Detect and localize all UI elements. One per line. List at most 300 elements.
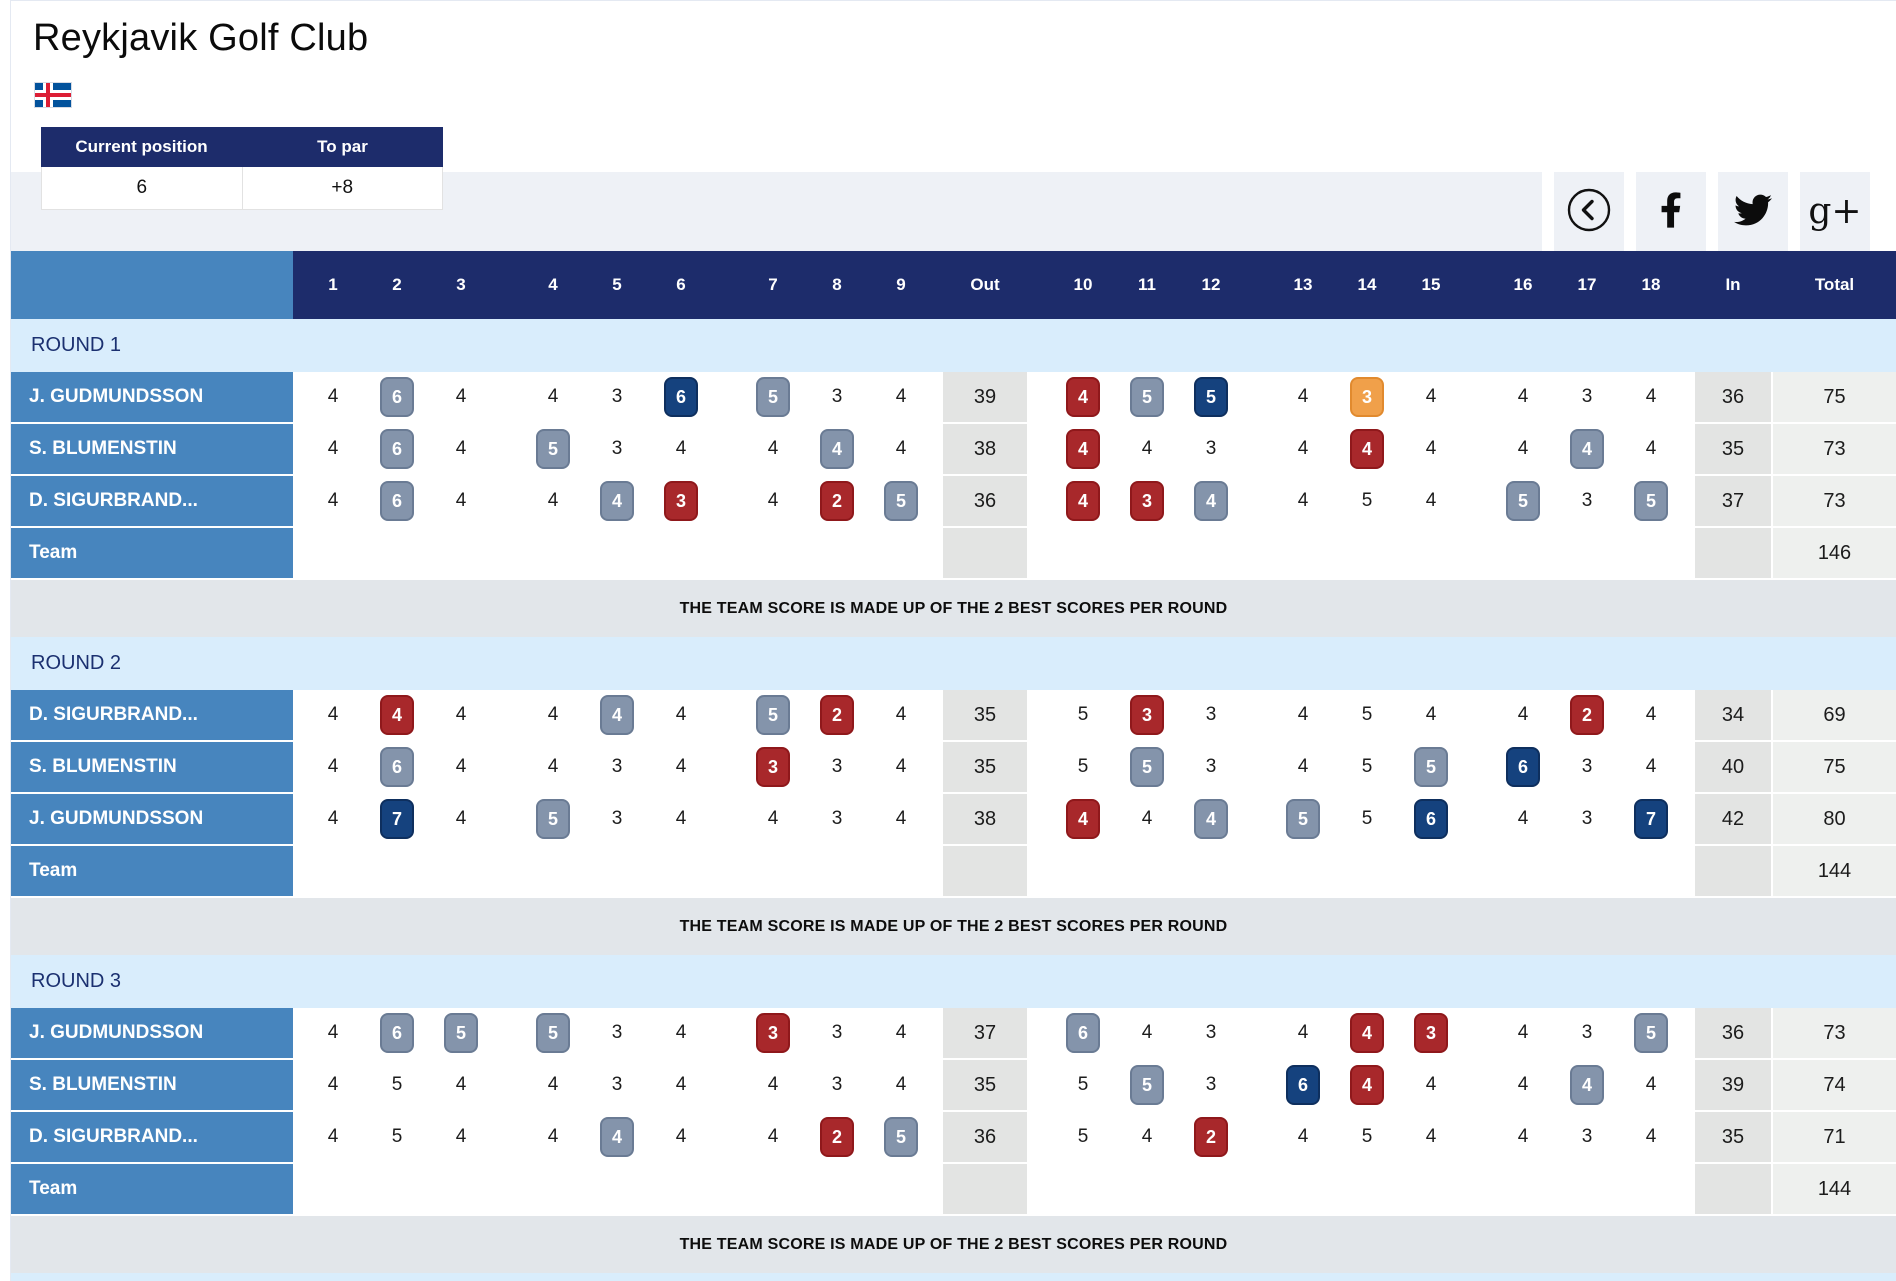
hole-score-cell	[805, 690, 869, 740]
score-value: 4	[1517, 386, 1529, 407]
empty-hole-cell	[1555, 1164, 1619, 1214]
hole-score-cell	[429, 690, 493, 740]
hole-score-cell	[585, 742, 649, 792]
team-note-row	[11, 898, 1896, 955]
hole-col-header: 7	[768, 275, 778, 294]
hole-score-cell	[1491, 424, 1555, 474]
score-value: 4	[895, 808, 907, 829]
hole-score-cell	[1179, 424, 1243, 474]
hole-score-cell	[301, 690, 365, 740]
to-par-value: +8	[242, 167, 443, 209]
spacer	[1463, 528, 1491, 578]
score-badge-birdie: 3	[664, 481, 698, 521]
score-badge-double: 7	[380, 799, 414, 839]
total-score-cell: 73	[1773, 476, 1896, 526]
hole-score-cell	[521, 424, 585, 474]
hole-score-cell	[585, 690, 649, 740]
score-badge-birdie: 4	[1066, 799, 1100, 839]
score-badge-bogey: 5	[1414, 747, 1448, 787]
score-badge-double: 6	[1286, 1065, 1320, 1105]
score-value: 4	[1645, 1126, 1657, 1147]
score-value: 3	[831, 386, 843, 407]
in-score-cell: 37	[1695, 476, 1771, 526]
score-badge-bogey: 6	[380, 377, 414, 417]
score-value: 4	[327, 704, 339, 725]
hole-score-cell	[649, 690, 713, 740]
spacer	[1243, 1164, 1271, 1214]
out-score-cell: 35	[943, 742, 1027, 792]
score-value: 4	[1297, 1126, 1309, 1147]
hole-score-cell	[585, 1060, 649, 1110]
team-in-cell	[1695, 528, 1771, 578]
spacer	[1463, 1112, 1491, 1162]
hole-score-cell	[1399, 372, 1463, 422]
hole-score-cell	[585, 372, 649, 422]
hole-score-cell	[805, 1060, 869, 1110]
empty-hole-cell	[741, 846, 805, 896]
score-value: 3	[1205, 756, 1217, 777]
hole-score-cell	[1491, 1112, 1555, 1162]
score-value: 4	[547, 1074, 559, 1095]
hole-score-cell	[1115, 372, 1179, 422]
empty-hole-cell	[805, 846, 869, 896]
empty-hole-cell	[1051, 528, 1115, 578]
hole-score-cell	[1335, 1112, 1399, 1162]
team-label-cell: Team	[11, 528, 293, 578]
empty-hole-cell	[521, 846, 585, 896]
score-badge-bogey: 5	[536, 1013, 570, 1053]
spacer	[1027, 1060, 1051, 1110]
spacer	[933, 372, 943, 422]
empty-hole-cell	[1179, 528, 1243, 578]
player-name-cell: J. GUDMUNDSSON	[11, 1008, 293, 1058]
score-value: 4	[327, 1022, 339, 1043]
score-value: 4	[1645, 438, 1657, 459]
score-value: 4	[455, 808, 467, 829]
score-value: 4	[455, 1074, 467, 1095]
score-value: 4	[1645, 386, 1657, 407]
score-value: 5	[1361, 756, 1373, 777]
score-badge-bogey: 5	[1130, 377, 1164, 417]
hole-score-cell	[1491, 742, 1555, 792]
spacer	[1463, 251, 1491, 319]
score-value: 4	[895, 1022, 907, 1043]
score-value: 4	[1297, 490, 1309, 511]
scorecard-header-row	[11, 251, 1896, 319]
score-value: 3	[611, 1074, 623, 1095]
score-badge-double: 6	[1506, 747, 1540, 787]
hole-col-header: 18	[1641, 275, 1661, 294]
hole-score-cell	[1399, 476, 1463, 526]
score-badge-birdie: 4	[380, 695, 414, 735]
score-value: 4	[1141, 1022, 1153, 1043]
empty-hole-cell	[1271, 528, 1335, 578]
spacer	[1243, 794, 1271, 844]
score-badge-birdie: 2	[1194, 1117, 1228, 1157]
score-value: 5	[1361, 490, 1373, 511]
total-score-cell: 74	[1773, 1060, 1896, 1110]
score-badge-birdie: 4	[1350, 429, 1384, 469]
spacer	[1243, 1008, 1271, 1058]
hole-score-cell	[1271, 372, 1335, 422]
score-badge-bogey: 5	[1130, 747, 1164, 787]
hole-score-cell	[1555, 476, 1619, 526]
score-badge-bogey: 5	[444, 1013, 478, 1053]
spacer	[293, 476, 301, 526]
score-value: 4	[1297, 438, 1309, 459]
hole-score-cell	[869, 424, 933, 474]
score-value: 4	[1141, 438, 1153, 459]
score-value: 3	[611, 1022, 623, 1043]
score-value: 4	[327, 756, 339, 777]
hole-score-cell	[741, 424, 805, 474]
hole-score-cell	[1399, 1060, 1463, 1110]
iceland-flag-icon	[35, 83, 71, 107]
hole-score-cell	[741, 690, 805, 740]
player-row	[11, 1112, 1896, 1164]
spacer	[933, 846, 943, 896]
spacer	[1027, 690, 1051, 740]
score-value: 3	[1205, 438, 1217, 459]
hole-score-cell	[1051, 1060, 1115, 1110]
spacer	[1463, 794, 1491, 844]
score-value: 4	[1645, 704, 1657, 725]
empty-hole-cell	[869, 528, 933, 578]
team-in-cell	[1695, 846, 1771, 896]
hole-score-cell	[365, 1008, 429, 1058]
score-badge-bogey: 5	[884, 1117, 918, 1157]
hole-score-cell	[1619, 1112, 1683, 1162]
empty-hole-cell	[1491, 528, 1555, 578]
score-value: 4	[1517, 1126, 1529, 1147]
team-label-cell: Team	[11, 1164, 293, 1214]
round-label: ROUND 2	[31, 652, 122, 674]
score-badge-bogey: 5	[536, 429, 570, 469]
hole-score-cell	[585, 1008, 649, 1058]
hole-score-cell	[1399, 1008, 1463, 1058]
score-value: 3	[1581, 1022, 1593, 1043]
out-score-cell: 35	[943, 1060, 1027, 1110]
empty-hole-cell	[429, 528, 493, 578]
hole-score-cell	[1335, 372, 1399, 422]
score-value: 4	[767, 1074, 779, 1095]
spacer	[1243, 476, 1271, 526]
spacer	[713, 1008, 741, 1058]
google-plus-share-button[interactable]	[1800, 172, 1870, 251]
player-row	[11, 1060, 1896, 1112]
hole-score-cell	[741, 476, 805, 526]
hole-score-cell	[365, 690, 429, 740]
hole-score-cell	[649, 1112, 713, 1162]
empty-hole-cell	[521, 528, 585, 578]
spacer	[713, 1164, 741, 1214]
hole-col-header: 4	[548, 275, 558, 294]
total-score-cell: 75	[1773, 742, 1896, 792]
score-value: 3	[831, 1074, 843, 1095]
spacer	[493, 1164, 521, 1214]
score-badge-bogey: 4	[1570, 429, 1604, 469]
spacer	[493, 690, 521, 740]
in-score-cell: 36	[1695, 372, 1771, 422]
hole-score-cell	[1271, 1060, 1335, 1110]
empty-hole-cell	[869, 846, 933, 896]
empty-hole-cell	[1271, 846, 1335, 896]
score-badge-birdie: 3	[1130, 695, 1164, 735]
hole-score-cell	[1619, 476, 1683, 526]
hole-score-cell	[1335, 1060, 1399, 1110]
spacer	[1683, 742, 1695, 792]
score-value: 4	[1517, 1022, 1529, 1043]
hole-score-cell	[365, 742, 429, 792]
hole-score-cell	[1335, 690, 1399, 740]
hole-col-header: 9	[896, 275, 906, 294]
empty-hole-cell	[1555, 846, 1619, 896]
score-badge-bogey: 5	[756, 377, 790, 417]
hole-score-cell	[805, 372, 869, 422]
score-badge-bogey: 4	[600, 695, 634, 735]
spacer	[1243, 690, 1271, 740]
spacer	[1243, 372, 1271, 422]
score-value: 4	[767, 1126, 779, 1147]
in-score-cell: 35	[1695, 424, 1771, 474]
hole-score-cell	[1179, 1112, 1243, 1162]
hole-score-cell	[1051, 424, 1115, 474]
round-label: ROUND 1	[31, 334, 122, 356]
score-value: 4	[327, 808, 339, 829]
spacer	[493, 794, 521, 844]
hole-score-cell	[1555, 690, 1619, 740]
hole-score-cell	[741, 742, 805, 792]
spacer	[293, 1112, 301, 1162]
spacer	[293, 1164, 301, 1214]
hole-score-cell	[1051, 372, 1115, 422]
spacer	[293, 1060, 301, 1110]
score-badge-birdie: 4	[1066, 429, 1100, 469]
spacer	[1243, 846, 1271, 896]
score-badge-birdie: 2	[820, 481, 854, 521]
back-button[interactable]	[1554, 172, 1624, 251]
corner-cell	[11, 251, 293, 319]
empty-hole-cell	[365, 1164, 429, 1214]
score-value: 4	[1517, 808, 1529, 829]
hole-col-header: 15	[1421, 275, 1441, 294]
hole-score-cell	[1555, 1112, 1619, 1162]
score-badge-double: 6	[664, 377, 698, 417]
out-score-cell: 35	[943, 690, 1027, 740]
score-value: 5	[1077, 1074, 1089, 1095]
spacer	[1683, 1164, 1695, 1214]
hole-score-cell	[1555, 742, 1619, 792]
empty-hole-cell	[1051, 1164, 1115, 1214]
out-score-cell: 37	[943, 1008, 1027, 1058]
score-badge-bogey: 4	[820, 429, 854, 469]
hole-score-cell	[301, 476, 365, 526]
spacer	[1683, 476, 1695, 526]
in-score-cell: 35	[1695, 1112, 1771, 1162]
twitter-share-button[interactable]	[1718, 172, 1788, 251]
empty-hole-cell	[365, 846, 429, 896]
spacer	[1027, 1164, 1051, 1214]
score-value: 5	[1361, 704, 1373, 725]
score-value: 4	[895, 438, 907, 459]
hole-score-cell	[1115, 1112, 1179, 1162]
spacer	[293, 251, 301, 319]
score-value: 4	[675, 704, 687, 725]
score-badge-birdie: 4	[1066, 377, 1100, 417]
team-note-row	[11, 580, 1896, 637]
spacer	[1027, 1112, 1051, 1162]
in-score-cell: 34	[1695, 690, 1771, 740]
hole-score-cell	[1335, 742, 1399, 792]
hole-score-cell	[1271, 1008, 1335, 1058]
spacer	[293, 1008, 301, 1058]
hole-col-header: 13	[1293, 275, 1313, 294]
in-col-header: In	[1725, 275, 1741, 294]
score-badge-bogey: 4	[1194, 799, 1228, 839]
score-value: 3	[1581, 386, 1593, 407]
google-plus-icon: g+	[1808, 190, 1862, 232]
score-badge-birdie: 3	[1130, 481, 1164, 521]
facebook-share-button[interactable]	[1636, 172, 1706, 251]
hole-score-cell	[365, 424, 429, 474]
summary-header-current-position: Current position	[75, 137, 208, 156]
hole-score-cell	[805, 1008, 869, 1058]
hole-score-cell	[1335, 794, 1399, 844]
score-value: 4	[1517, 704, 1529, 725]
hole-score-cell	[521, 794, 585, 844]
score-badge-birdie: 2	[820, 1117, 854, 1157]
team-note: THE TEAM SCORE IS MADE UP OF THE 2 BEST SCORES PER ROUND	[679, 599, 1228, 617]
score-value: 4	[675, 756, 687, 777]
spacer	[1243, 1112, 1271, 1162]
team-row	[11, 528, 1896, 580]
hole-score-cell	[301, 794, 365, 844]
hole-score-cell	[869, 476, 933, 526]
score-value: 4	[327, 438, 339, 459]
hole-score-cell	[429, 742, 493, 792]
spacer	[493, 528, 521, 578]
score-value: 4	[1141, 1126, 1153, 1147]
hole-score-cell	[1619, 794, 1683, 844]
hole-score-cell	[1399, 424, 1463, 474]
round-label: ROUND 3	[31, 970, 122, 992]
score-value: 4	[895, 386, 907, 407]
hole-score-cell	[365, 372, 429, 422]
out-score-cell: 36	[943, 476, 1027, 526]
hole-col-header: 12	[1201, 275, 1221, 294]
hole-score-cell	[1051, 476, 1115, 526]
score-value: 3	[1581, 1126, 1593, 1147]
hole-score-cell	[1051, 742, 1115, 792]
score-badge-bogey: 5	[1634, 1013, 1668, 1053]
hole-score-cell	[1115, 424, 1179, 474]
empty-hole-cell	[301, 846, 365, 896]
player-row	[11, 1008, 1896, 1060]
out-score-cell: 36	[943, 1112, 1027, 1162]
hole-score-cell	[585, 1112, 649, 1162]
hole-score-cell	[429, 1112, 493, 1162]
spacer	[933, 1164, 943, 1214]
empty-hole-cell	[1271, 1164, 1335, 1214]
empty-hole-cell	[1491, 846, 1555, 896]
score-value: 3	[1205, 704, 1217, 725]
spacer	[493, 742, 521, 792]
hole-score-cell	[805, 1112, 869, 1162]
hole-score-cell	[1271, 1112, 1335, 1162]
hole-score-cell	[1179, 690, 1243, 740]
hole-score-cell	[1619, 690, 1683, 740]
spacer	[713, 528, 741, 578]
hole-score-cell	[1491, 690, 1555, 740]
score-value: 5	[391, 1126, 403, 1147]
empty-hole-cell	[301, 528, 365, 578]
team-out-cell	[943, 528, 1027, 578]
empty-hole-cell	[1335, 1164, 1399, 1214]
empty-hole-cell	[1399, 528, 1463, 578]
hole-score-cell	[1491, 1008, 1555, 1058]
hole-col-header: 3	[456, 275, 466, 294]
score-value: 3	[611, 808, 623, 829]
hole-score-cell	[805, 742, 869, 792]
score-badge-birdie: 4	[1350, 1013, 1384, 1053]
empty-hole-cell	[1115, 1164, 1179, 1214]
hole-score-cell	[869, 742, 933, 792]
hole-score-cell	[1179, 742, 1243, 792]
score-badge-birdie: 4	[1350, 1065, 1384, 1105]
score-badge-birdie: 2	[1570, 695, 1604, 735]
score-value: 4	[895, 756, 907, 777]
spacer	[493, 424, 521, 474]
spacer	[1683, 1112, 1695, 1162]
score-badge-bogey: 5	[1634, 481, 1668, 521]
score-value: 3	[1205, 1074, 1217, 1095]
player-row	[11, 476, 1896, 528]
spacer	[1683, 424, 1695, 474]
hole-score-cell	[649, 742, 713, 792]
spacer	[933, 528, 943, 578]
score-value: 4	[675, 1022, 687, 1043]
score-badge-bogey: 6	[380, 747, 414, 787]
hole-score-cell	[1399, 690, 1463, 740]
scorecard-table	[11, 251, 1896, 1273]
hole-score-cell	[365, 1060, 429, 1110]
empty-hole-cell	[1115, 528, 1179, 578]
score-value: 4	[767, 438, 779, 459]
score-value: 4	[767, 808, 779, 829]
hole-score-cell	[1555, 424, 1619, 474]
spacer	[1683, 1060, 1695, 1110]
hole-col-header: 17	[1577, 275, 1597, 294]
score-value: 4	[1425, 1074, 1437, 1095]
score-badge-bogey: 4	[1570, 1065, 1604, 1105]
hole-score-cell	[869, 1008, 933, 1058]
score-badge-eagle: 3	[1350, 377, 1384, 417]
score-badge-double: 7	[1634, 799, 1668, 839]
score-value: 3	[611, 386, 623, 407]
spacer	[293, 794, 301, 844]
summary-header-row	[41, 127, 443, 167]
hole-score-cell	[1179, 372, 1243, 422]
hole-score-cell	[1555, 1060, 1619, 1110]
score-value: 4	[547, 1126, 559, 1147]
score-value: 3	[831, 756, 843, 777]
empty-hole-cell	[585, 528, 649, 578]
empty-hole-cell	[521, 1164, 585, 1214]
empty-hole-cell	[1399, 846, 1463, 896]
score-value: 4	[455, 704, 467, 725]
score-value: 4	[1425, 386, 1437, 407]
spacer	[1027, 742, 1051, 792]
